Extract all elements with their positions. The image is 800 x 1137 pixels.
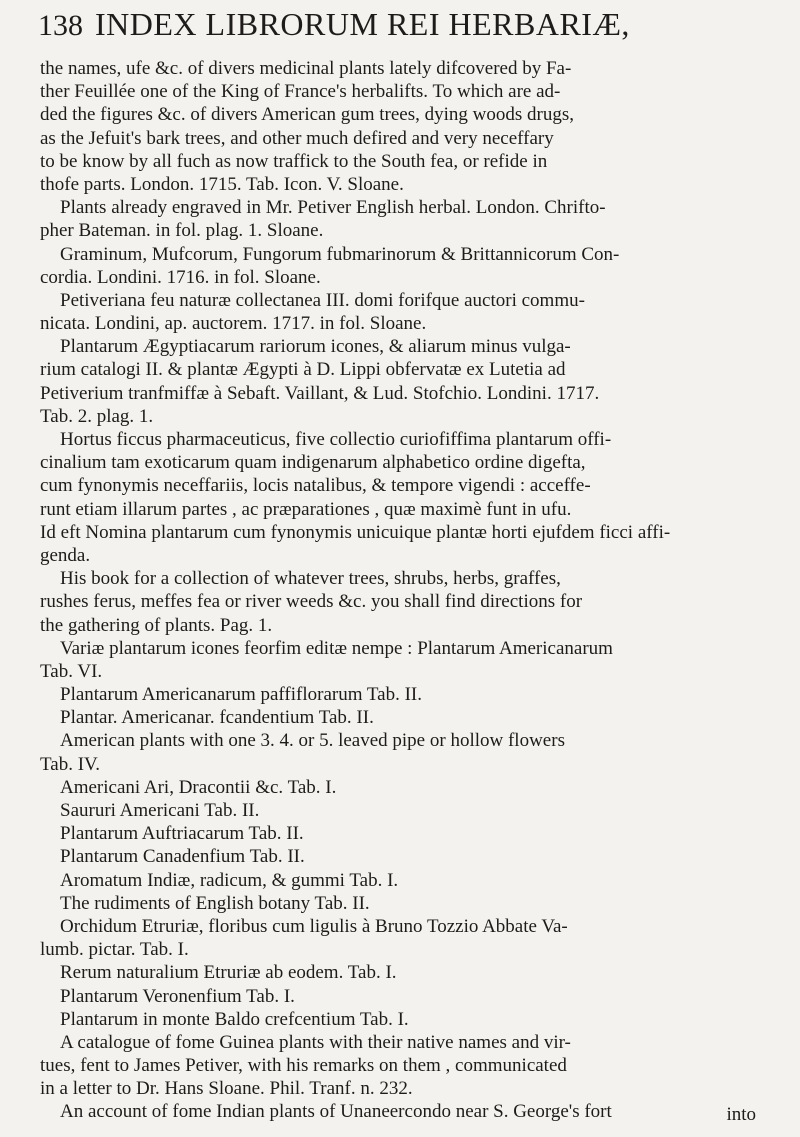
text-line: nicata. Londini, ap. auctorem. 1717. in fol. Sloane. bbox=[40, 313, 427, 335]
index-entries bbox=[40, 57, 770, 1124]
text-line: rushes ferus, meffes fea or river weeds &c. you shall find directions for bbox=[40, 591, 583, 613]
text-line: Variæ plantarum icones feorfim editæ nempe : Plantarum Americanarum bbox=[60, 637, 613, 659]
page-number: 138 bbox=[38, 9, 83, 42]
text-line: Hortus ficcus pharmaceuticus, five collectio curiofiffima plantarum offi- bbox=[60, 429, 612, 450]
text-line: Rerum naturalium Etruriæ ab eodem. Tab. I. bbox=[60, 962, 397, 984]
text-line: The rudiments of English botany Tab. II. bbox=[60, 892, 370, 914]
text-line: rium catalogi II. & plantæ Ægypti à D. Lippi obfervatæ ex Lutetia ad bbox=[40, 359, 566, 381]
text-line: ther Feuillée one of the King of France's herbalifts. To which are ad- bbox=[40, 81, 561, 103]
text-line: Petiverium tranfmiffæ à Sebaft. Vaillant, & Lud. Stofchio. Londini. 1717. bbox=[40, 382, 600, 404]
text-line: tues, fent to James Petiver, with his remarks on them , communicated bbox=[40, 1055, 567, 1077]
text-line: cum fynonymis neceffariis, locis natalibus, & tempore vigendi : acceffe- bbox=[40, 475, 591, 497]
text-line: Orchidum Etruriæ, floribus cum ligulis à Bruno Tozzio Abbate Va- bbox=[60, 915, 568, 937]
text-line: His book for a collection of whatever trees, shrubs, herbs, graffes, bbox=[60, 568, 561, 590]
text-line: to be know by all fuch as now traffick to the South fea, or refide in bbox=[40, 150, 548, 172]
text-line: genda. bbox=[40, 544, 91, 566]
catchword: into bbox=[726, 1104, 756, 1125]
text-line: pher Bateman. in fol. plag. 1. Sloane. bbox=[40, 220, 324, 242]
text-line: American plants with one 3. 4. or 5. leaved pipe or hollow flowers bbox=[60, 730, 565, 752]
text-line: Plantarum Canadenfium Tab. II. bbox=[60, 846, 305, 868]
text-line: Plantarum Ægyptiacarum rariorum icones, & aliarum minus vulga- bbox=[60, 336, 571, 358]
text-line: Saururi Americani Tab. II. bbox=[60, 800, 260, 821]
text-line: Id eft Nomina plantarum cum fynonymis unicuique plantæ horti ejufdem ficci affi- bbox=[40, 521, 671, 543]
text-line: Tab. VI. bbox=[40, 660, 103, 682]
page-title: INDEX LIBRORUM REI HERBARIÆ, bbox=[95, 6, 630, 42]
text-line: the gathering of plants. Pag. 1. bbox=[40, 614, 273, 636]
text-line: Plantarum Americanarum paffiflorarum Tab. II. bbox=[60, 684, 423, 706]
text-line: Plants already engraved in Mr. Petiver English herbal. London. Chrifto- bbox=[60, 197, 606, 219]
text-line: An account of fome Indian plants of Unaneercondo near S. George's fort bbox=[60, 1101, 612, 1123]
text-line: lumb. pictar. Tab. I. bbox=[40, 939, 189, 961]
text-line: Plantarum in monte Baldo crefcentium Tab. I. bbox=[60, 1008, 409, 1030]
text-line: Tab. IV. bbox=[40, 753, 101, 775]
text-line: Petiveriana feu naturæ collectanea III. domi forifque auctori commu- bbox=[60, 289, 585, 311]
running-head bbox=[38, 6, 778, 43]
text-line: cordia. Londini. 1716. in fol. Sloane. bbox=[40, 266, 321, 288]
text-line: Graminum, Mufcorum, Fungorum fubmarinorum & Brittannicorum Con- bbox=[60, 243, 620, 265]
text-line: as the Jefuit's bark trees, and other much defired and very neceffary bbox=[40, 127, 554, 149]
text-line: runt etiam illarum partes , ac præparationes , quæ maximè funt in ufu. bbox=[40, 498, 572, 520]
text-line: Plantarum Auftriacarum Tab. II. bbox=[60, 823, 304, 845]
text-line: the names, ufe &c. of divers medicinal plants lately difcovered by Fa- bbox=[40, 58, 572, 79]
text-line: Americani Ari, Dracontii &c. Tab. I. bbox=[60, 776, 337, 798]
text-line: in a letter to Dr. Hans Sloane. Phil. Tranf. n. 232. bbox=[40, 1078, 413, 1100]
text-line: cinalium tam exoticarum quam indigenarum alphabetico ordine digefta, bbox=[40, 452, 586, 474]
text-line: Plantar. Americanar. fcandentium Tab. II. bbox=[60, 707, 374, 729]
text-line: Aromatum Indiæ, radicum, & gummi Tab. I. bbox=[60, 869, 399, 891]
text-line: ded the figures &c. of divers American gum trees, dying woods drugs, bbox=[40, 104, 574, 126]
text-line: Tab. 2. plag. 1. bbox=[40, 405, 154, 427]
text-line: Plantarum Veronenfium Tab. I. bbox=[60, 985, 295, 1007]
text-line: A catalogue of fome Guinea plants with their native names and vir- bbox=[60, 1031, 571, 1053]
text-line: thofe parts. London. 1715. Tab. Icon. V. Sloane. bbox=[40, 173, 404, 195]
